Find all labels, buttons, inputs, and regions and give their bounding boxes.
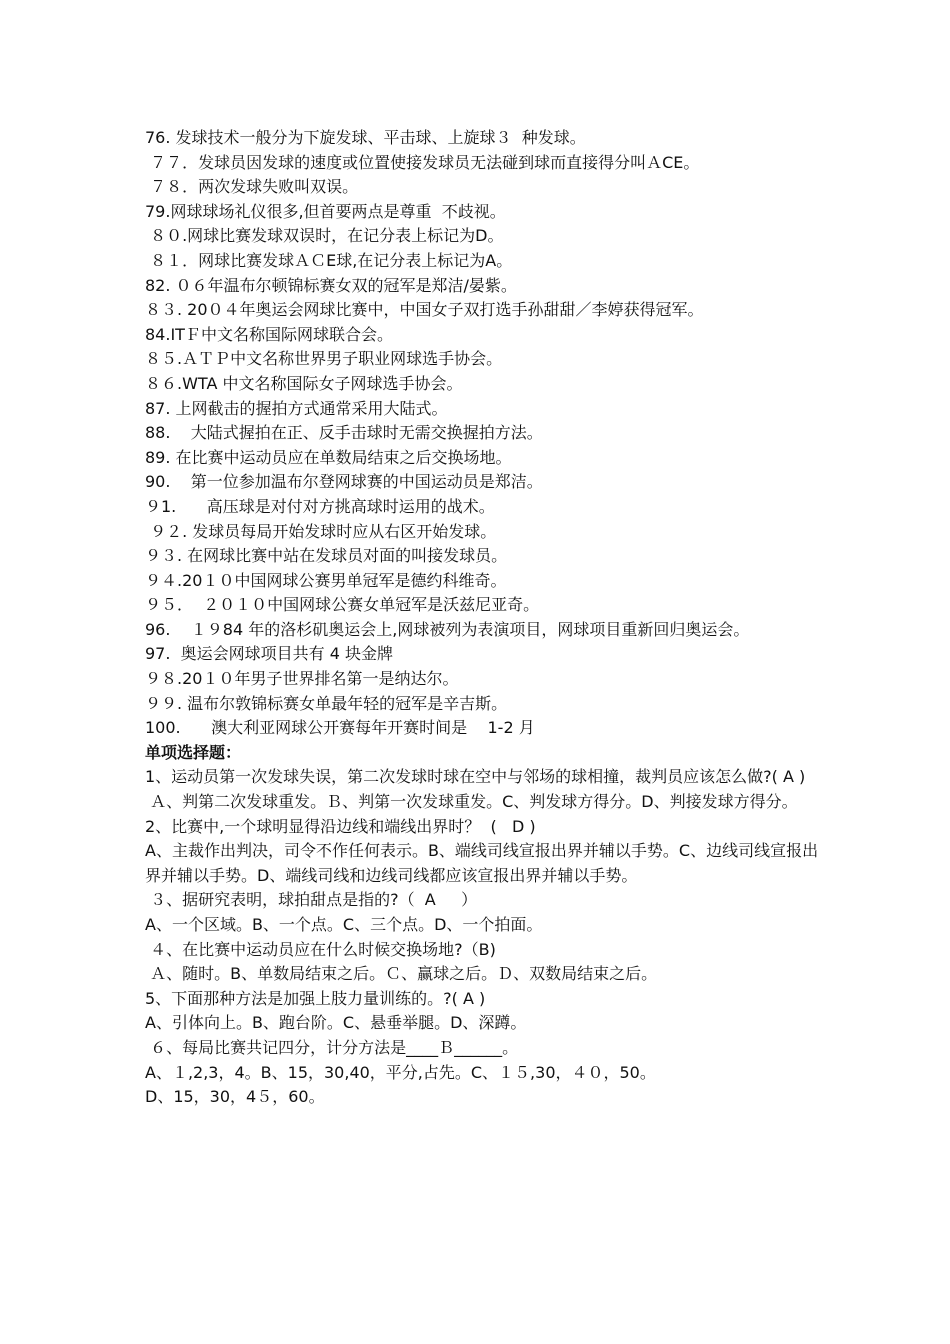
text-line: ７８．两次发球失败叫双误。 — [145, 177, 359, 197]
text-line: 5、下面那种方法是加强上肢力量训练的。?( A ) — [145, 988, 486, 1008]
text-line: Ａ、判第二次发球重发。Ｂ、判第一次发球重发。C、判发球方得分。D、判接发球方得分。 — [145, 792, 798, 812]
text-line: ４、在比赛中运动员应在什么时候交换场地?（B) — [145, 939, 496, 959]
text-line: ３、据研究表明，球拍甜点是指的?（ A ） — [145, 890, 478, 910]
text-line: D、15，30，4５，60。 — [145, 1087, 325, 1107]
text-line: A、主裁作出判决，司令不作任何表示。B、端线司线宣报出界并辅以手势。C、边线司线宣报出界并辅以手势。D、端线司线和边线司线都应该宣报出界并辅以手势。 — [145, 841, 819, 885]
text-line: 82. ０６年温布尔顿锦标赛女双的冠军是郑洁/晏紫。 — [145, 275, 517, 295]
text-line: Ａ、随时。B、单数局结束之后。Ｃ、赢球之后。Ｄ、双数局结束之后。 — [145, 964, 658, 984]
text-line: ８０.网球比赛发球双误时，在记分表上标记为D。 — [145, 226, 504, 246]
text-line: ９３. 在网球比赛中站在发球员对面的叫接发球员。 — [145, 546, 508, 566]
text-line: 100. 澳大利亚网球公开赛每年开赛时间是 1-2 月 — [145, 718, 535, 738]
text-line: 89. 在比赛中运动员应在单数局结束之后交换场地。 — [145, 447, 512, 467]
text-line: 1、运动员第一次发球失误，第二次发球时球在空中与邻场的球相撞，裁判员应该怎么做?( A ) — [145, 767, 806, 787]
document-body — [145, 126, 825, 1110]
text-line: 76. 发球技术一般分为下旋发球、平击球、上旋球３ 种发球。 — [145, 128, 586, 147]
section-heading: 单项选择题： — [145, 742, 242, 762]
text-line: ９1. 高压球是对付对方挑高球时运用的战术。 — [145, 496, 495, 516]
text-line: 87. 上网截击的握拍方式通常采用大陆式。 — [145, 398, 448, 418]
text-line: A、引体向上。B、跑台阶。C、悬垂举腿。D、深蹲。 — [145, 1013, 527, 1033]
text-line: ８５.ＡＴＰ中文名称世界男子职业网球选手协会。 — [145, 349, 503, 369]
text-line: 84.ITＦ中文名称国际网球联合会。 — [145, 324, 393, 344]
text-line: 2、比赛中,一个球明显得沿边线和端线出界时？ ( D ) — [145, 816, 536, 836]
text-line: ９４.20１０中国网球公赛男单冠军是德约科维奇。 — [145, 570, 507, 590]
text-line: 90. 第一位参加温布尔登网球赛的中国运动员是郑洁。 — [145, 472, 543, 492]
text-line: ８３. 20０４年奥运会网球比赛中，中国女子双打选手孙甜甜／李婷获得冠军。 — [145, 300, 704, 320]
text-line: ９２. 发球员每局开始发球时应从右区开始发球。 — [145, 521, 497, 541]
text-line: 79.网球球场礼仪很多,但首要两点是尊重 不歧视。 — [145, 201, 506, 221]
text-line: ８６.WTA 中文名称国际女子网球选手协会。 — [145, 373, 463, 393]
text-line: ６、每局比赛共记四分，计分方法是____Ｂ______。 — [145, 1037, 519, 1057]
text-line: 96. １９84 年的洛杉矶奥运会上,网球被列为表演项目，网球项目重新回归奥运会。 — [145, 619, 750, 639]
text-line: 97. 奥运会网球项目共有 4 块金牌 — [145, 644, 393, 664]
text-line: A、１,2,3，4。B、15，30,40，平分,占先。C、１５,30，４０，50。 — [145, 1062, 656, 1082]
text-line: ９９. 温布尔敦锦标赛女单最年轻的冠军是辛吉斯。 — [145, 693, 508, 713]
text-line: 88. 大陆式握拍在正、反手击球时无需交换握拍方法。 — [145, 423, 543, 443]
text-line: A、一个区域。B、一个点。C、三个点。D、一个拍面。 — [145, 915, 543, 934]
text-line: ８１．网球比赛发球ＡＣE球,在记分表上标记为A。 — [145, 250, 513, 270]
text-line: ９５． ２０１０中国网球公赛女单冠军是沃兹尼亚奇。 — [145, 595, 540, 615]
text-line: ７７．发球员因发球的速度或位置使接发球员无法碰到球而直接得分叫ＡCE。 — [145, 152, 700, 172]
text-line: ９８.20１０年男子世界排名第一是纳达尔。 — [145, 669, 459, 689]
